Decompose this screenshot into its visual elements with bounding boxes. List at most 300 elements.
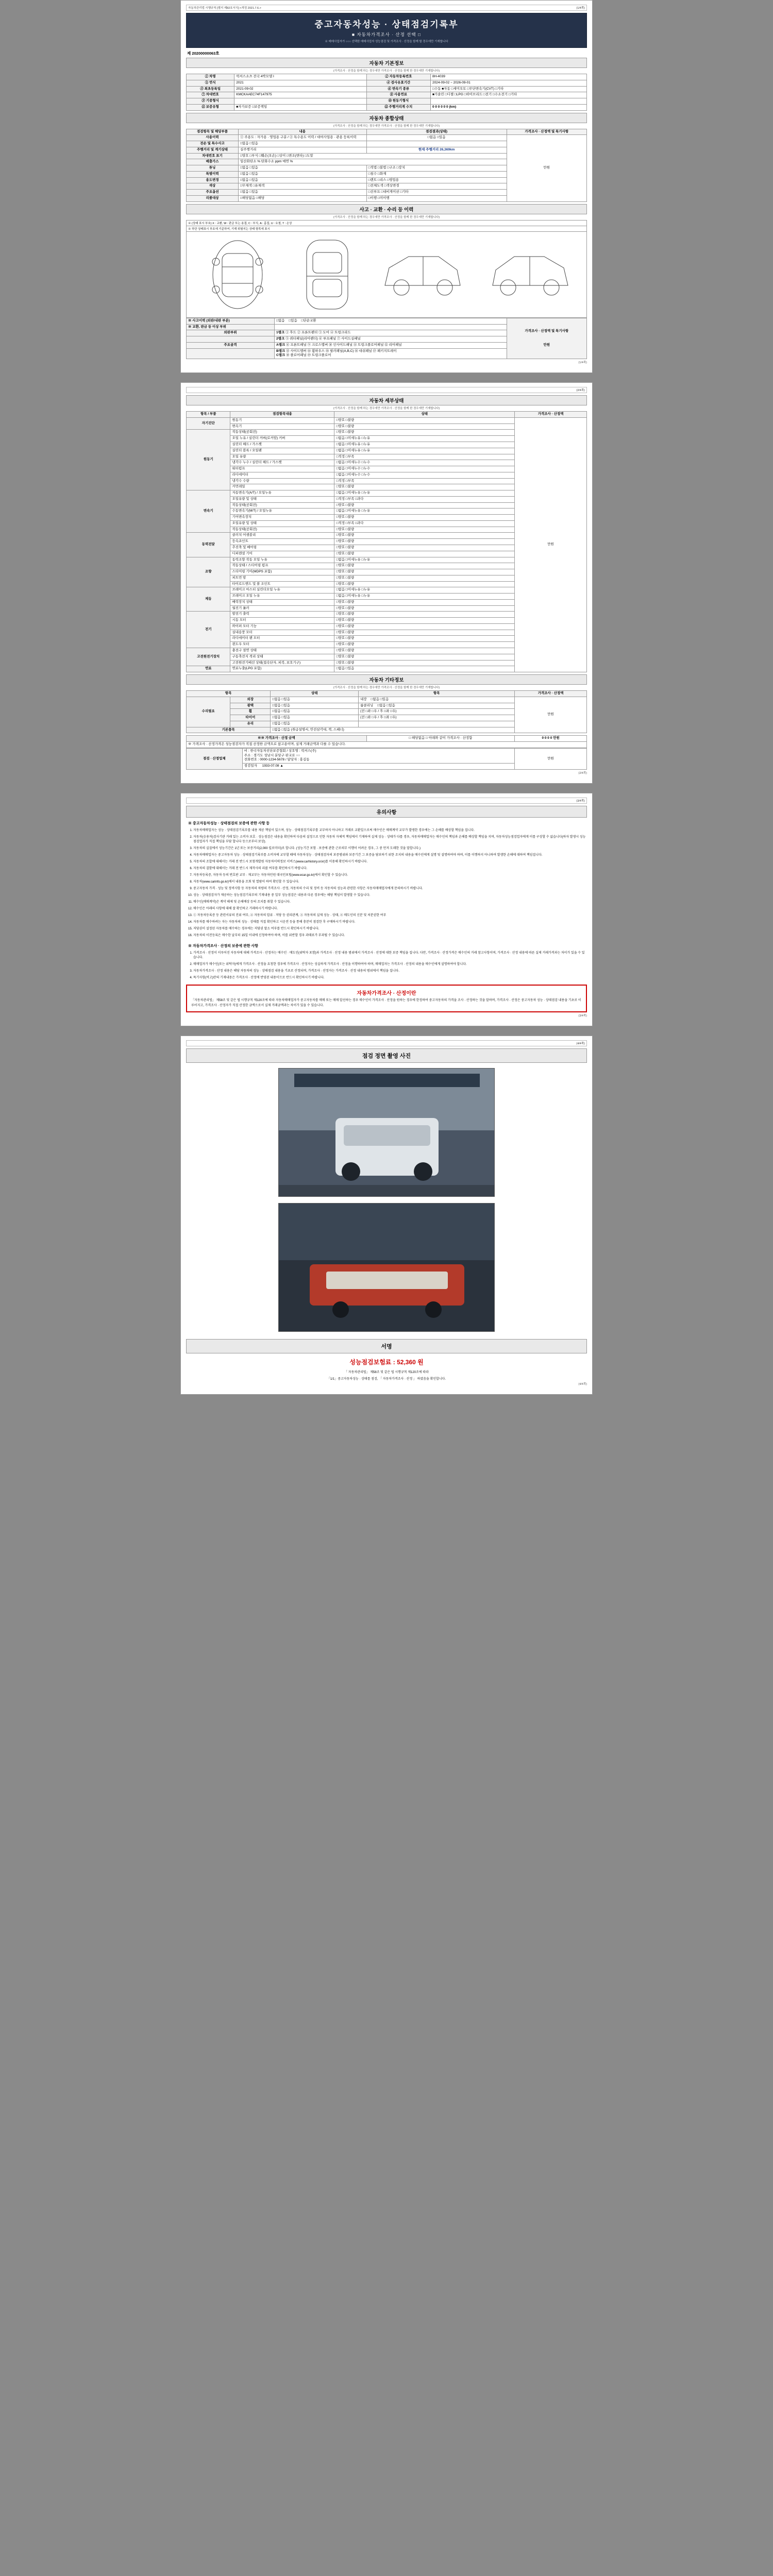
cell-label: ⑥ 변속기 종류 bbox=[366, 86, 430, 92]
row-content[interactable]: □없음 □있음 bbox=[239, 171, 367, 177]
detail-state-options[interactable]: □양호 □불량 bbox=[334, 515, 515, 521]
notice-item: 8. 자동차(www.carinfo.go.kr)에서 내용을 조회 및 열람이 하여 확인할 수 있습니다. bbox=[193, 880, 587, 885]
page-footer-3: (3/4쪽) bbox=[578, 1014, 587, 1018]
detail-item-label: 원동기 bbox=[230, 417, 334, 423]
detail-state-options[interactable]: □양호 □불량 bbox=[334, 545, 515, 551]
detail-item-label: 오일유량 및 상태 bbox=[230, 496, 334, 502]
table-row bbox=[187, 80, 587, 86]
detail-item-label: 변속기 bbox=[230, 423, 334, 430]
detail-item-label: 타이로드엔드 및 볼 조인트 bbox=[230, 581, 334, 587]
fee-sep: : bbox=[393, 1359, 397, 1366]
detail-item-label: 시동 모터 bbox=[230, 618, 334, 624]
cell-value: KMCKAAEC74F147975 bbox=[234, 92, 366, 98]
detail-item-label: 등속죠인트 bbox=[230, 539, 334, 545]
detail-item-label: 배력장치 상태 bbox=[230, 599, 334, 605]
detail-item-label: 실린더 헤드 / 가스켓 bbox=[230, 442, 334, 448]
cell-label: ② 자동차등록번호 bbox=[366, 74, 430, 80]
detail-state-options[interactable]: □양호 □불량 bbox=[334, 539, 515, 545]
detail-item-label: 오일 유량 bbox=[230, 454, 334, 460]
detail-state-options[interactable]: □양호 □불량 bbox=[334, 484, 515, 490]
parts-text-4: ⑱ 플로어패널 ⑲ 트렁크플로어 bbox=[286, 353, 331, 358]
inspection-date-value: 1933-07.08 ▲ bbox=[262, 764, 283, 768]
notice-title: 유의사항 bbox=[186, 806, 587, 818]
definition-box bbox=[186, 985, 587, 1012]
detail-state-options[interactable]: □양호 □불량 bbox=[334, 563, 515, 569]
inspector-price: 만원 bbox=[515, 748, 587, 769]
detail-item-label: 실린더 블록 / 오일팬 bbox=[230, 448, 334, 454]
accident-history-options-table bbox=[186, 318, 587, 359]
detail-state-options[interactable]: □없음 □미세누수 □누수 bbox=[334, 466, 515, 472]
col-head-price: 가격조사 · 산정액 bbox=[515, 412, 587, 418]
detail-state-options[interactable]: □양호 □불량 bbox=[334, 581, 515, 587]
document-subnote: ※ 매매사업자가 ○○○ 선택한 매매사업자 성능점검 및 가격조사 · 산정을 함께 할 경우에만 기재합니다 bbox=[325, 40, 448, 43]
detail-state-options[interactable]: □없음 □있음 bbox=[334, 666, 515, 672]
notice-item: 7. 자동차등록증, 자동차 등의 번호판 교부 · 재교부는 자동차민원 대국민포털(www.ecar.go.kr)에서 확인할 수 있습니다. bbox=[193, 873, 587, 878]
notice-item: 2. 자동차(승용차)검사기관 거래 있는 소비자 보호 · 성능점검은 내용을 확인하여 다음의 설정으로 인한 자동차 자체적 책임에서 기재하여 실제 성능 · 상태가 다를 경우, 자동차매매업자는 매수인의 책임과 손해를 배상할 책임을 지며, 자동차성능점검업자에게 이를 구상할 수 없습니다(하자 발생시 성능점검업자가 직접 책임을 부담 합니다 등으로부터 보상). bbox=[193, 835, 587, 844]
fee-label: 성능점검보험료 bbox=[349, 1359, 392, 1366]
state-cell[interactable]: □없음 □있음 bbox=[271, 715, 359, 721]
car-side-view-right-icon bbox=[486, 236, 574, 313]
detail-state-table bbox=[186, 411, 587, 672]
detail-group-label: 자기진단 bbox=[187, 417, 230, 430]
parts-rank-1: 2랭크 bbox=[276, 337, 285, 341]
parts-group-2: 주요골격 bbox=[187, 342, 275, 348]
detail-state-options[interactable]: □적정 □부족 □과다 bbox=[334, 520, 515, 527]
inspector-table bbox=[186, 748, 587, 770]
cell-value[interactable]: ■가솔린 □디젤 □LPG □하이브리드 □전기 □수소전기 □기타 bbox=[430, 92, 586, 98]
detail-item-label: 디퍼렌셜 기어 bbox=[230, 551, 334, 557]
cell-value: 8H-4039 bbox=[430, 74, 586, 80]
row-result[interactable]: □침수 □화재 bbox=[366, 171, 507, 177]
sub-label: 유리 bbox=[230, 721, 271, 727]
detail-state-options[interactable]: □양호 □불량 bbox=[334, 630, 515, 636]
page-footer-1: (1/4쪽) bbox=[578, 361, 587, 365]
detail-item-label: 동력조향 작동 오일 누유 bbox=[230, 557, 334, 563]
detail-item-label: 커먼레일 bbox=[230, 484, 334, 490]
row-result[interactable]: □렌트 □리스 □영업용 bbox=[366, 177, 507, 183]
detail-item-label: 작동상태(공회전) bbox=[230, 430, 334, 436]
detail-state-options[interactable]: □양호 □불량 bbox=[334, 654, 515, 660]
table-row bbox=[187, 135, 587, 141]
detail-item-label: 구동축전지 격리 상태 bbox=[230, 654, 334, 660]
section-basic-info-title: 자동차 기본정보 bbox=[186, 58, 587, 68]
parts-group-1 bbox=[187, 336, 275, 343]
cell-value: ■자가보증 □보증책임 bbox=[234, 104, 366, 110]
detail-group-label: 변속기 bbox=[187, 490, 230, 533]
parts-rank-2: A랭크 bbox=[276, 343, 285, 347]
detail-state-options[interactable]: □양호 □불량 bbox=[334, 648, 515, 654]
section-accident-history-title: 사고 · 교환 · 수리 등 이력 bbox=[186, 204, 587, 214]
detail-state-options[interactable]: □양호 □불량 bbox=[334, 612, 515, 618]
parts-group-3 bbox=[187, 348, 275, 359]
detail-item-label: 오일 누유 / 실린더 커버(로커암) 커버 bbox=[230, 436, 334, 442]
section-basic-info-note: (가격조사 · 산정을 함께 하는 경우에만 가격조사 · 산정을 함께 한 경우에만 기재합니다) bbox=[333, 70, 440, 73]
signature-title: 서명 bbox=[186, 1339, 587, 1353]
detail-item-label: 작동상태(공회전) bbox=[230, 502, 334, 509]
photo-rear-content-icon bbox=[279, 1204, 495, 1332]
detail-state-options[interactable]: □양호 □불량 bbox=[334, 569, 515, 575]
table-row bbox=[187, 417, 587, 423]
detail-item-label: 와이퍼 모터 기능 bbox=[230, 623, 334, 630]
notice-item: 13. ① 자동차등록증 등 관련서류의 진위 여부, ② 자동차의 압류 · 저당 등 권리관계, ③ 자동차의 실제 성능 · 상태, ④ 매도인의 신분 및 처분권한 여부 bbox=[193, 913, 587, 918]
row-content[interactable]: □무채색 □유채색 bbox=[239, 183, 367, 190]
state-cell[interactable]: □없음 □있음 bbox=[271, 709, 359, 715]
section-detail-state-note: (가격조사 · 산정을 함께 하는 경우에만 가격조사 · 산정을 함께 한 경우에만 기재합니다) bbox=[333, 407, 440, 411]
page-number-4: (4/4쪽) bbox=[576, 1042, 585, 1046]
detail-group-label: 제동 bbox=[187, 587, 230, 612]
state-cell-2[interactable] bbox=[359, 697, 515, 703]
cell-value: 2024-09-02 ~ 2026-09-01 bbox=[430, 80, 586, 86]
detail-state-options[interactable]: □양호 □불량 bbox=[334, 430, 515, 436]
col-head-result: 점검결과(상태) bbox=[366, 129, 507, 135]
detail-item-label: 월진기 롤러 bbox=[230, 605, 334, 612]
detail-item-label: 브레이크 오일 누유 bbox=[230, 594, 334, 600]
table-row bbox=[187, 736, 587, 742]
detail-state-options[interactable]: □적정 □부족 bbox=[334, 454, 515, 460]
cell-label: ④ 검사유효기간 bbox=[366, 80, 430, 86]
parts-text-2: ⑧ 프론트패널 ⑨ 크로스멤버 ⑩ 인사이드패널 ⑪ 트렁크플로어패널 ⑫ 리어패널 bbox=[286, 343, 402, 347]
detail-item-label: 추진축 및 베어링 bbox=[230, 545, 334, 551]
total-options[interactable]: □ 해당없음 □ 아래와 같이 가격조사 · 산정함 bbox=[366, 736, 514, 742]
inner-label: 룸클리닝 bbox=[360, 703, 374, 707]
basic-info-table bbox=[186, 74, 587, 111]
sub-label: 외장 bbox=[230, 697, 271, 703]
price-notice-head: ※ 자동차가격조사 · 산정의 보증에 관한 사항 bbox=[188, 944, 258, 948]
section-other-info-title: 자동차 기타정보 bbox=[186, 674, 587, 685]
photo-front-content-icon bbox=[279, 1069, 495, 1197]
inner-state[interactable]: □없음 □있음 bbox=[377, 703, 395, 707]
detail-state-options[interactable]: □양호 □불량 bbox=[334, 618, 515, 624]
detail-item-label: 작동상태 / 스티어링 펌프 bbox=[230, 563, 334, 569]
photos-title: 점검 정면 촬영 사진 bbox=[186, 1048, 587, 1063]
row-label: 주요옵션 bbox=[187, 190, 239, 196]
detail-state-options[interactable]: □양호 □불량 bbox=[334, 642, 515, 648]
page3-header-note bbox=[186, 798, 587, 804]
detail-state-options[interactable]: □양호 □불량 bbox=[334, 623, 515, 630]
inspector-label: 점검 · 산정업체 bbox=[187, 748, 243, 769]
notice-item: 16. 자동차의 이전등록은 매수한 날부터 15일 이내에 신청하여야 하며, 이를 위반할 경우 과태료가 부과될 수 있습니다. bbox=[193, 934, 587, 938]
detail-state-options[interactable]: □양호 □불량 bbox=[334, 599, 515, 605]
legend-line-2: ※ 하단 상태표시 부호에 기준하여, 기재 위험지는 상태 항목에 표시 bbox=[186, 226, 587, 232]
detail-item-label: 자동변속기(A/T) / 오일누유 bbox=[230, 490, 334, 497]
detail-state-options[interactable]: □적정 □부족 □과다 bbox=[334, 496, 515, 502]
detail-group-label: 원동기 bbox=[187, 430, 230, 490]
price-notice-item: 3. 자동차가격조사 · 산정 내용은 해당 자동차의 성능 · 상태점검 내용을 기초로 산정되며, 가격조사 · 산정자는 가격조사 · 산정 내용의 범위에서 책임을 집니다. bbox=[193, 969, 587, 974]
other-info-table bbox=[186, 690, 587, 733]
detail-item-label: 실내송풍 모터 bbox=[230, 630, 334, 636]
state-cell-2[interactable] bbox=[359, 703, 515, 709]
col-head-price: 가격조사 · 산정액 및 특기사항 bbox=[507, 129, 586, 135]
row-label: 배출가스 bbox=[187, 159, 239, 165]
row-label: 색상 bbox=[187, 183, 239, 190]
row-content[interactable]: □없음 □있음 bbox=[239, 177, 367, 183]
cell-label: ⑫ 주행거리계 수치 bbox=[366, 104, 430, 110]
detail-item-label: 냉각수 누수 / 실린더 헤드 / 가스켓 bbox=[230, 460, 334, 466]
cell-label: ③ 연식 bbox=[187, 80, 234, 86]
definition-body: 「자동차관리법」 제58조 및 같은 법 시행규칙 제120조에 따라 자동차매매업자가 중고자동차를 매매 또는 매매 알선하는 경우 매수인이 가격조사 · 산정을 원하는 경우에 한정하여 중고자동차의 가격을 조사 · 산정하는 것을 말하며, 가격조사 · 산정은 중고자동차 성능 · 상태점검 내용을 기초로 이루어지고, 가격조사 · 산정자가 직접 산정한 금액으로서 실제 거래금액과는 차이가 있을 수 있습니다. bbox=[191, 999, 581, 1007]
price-notice-item: 1. 가격조사 · 산정이 이루어진 자동차에 대해 가격조사 · 산정자는 매수인 · 매도인(위탁자 포함)과 가격조사 · 산정 내용 범위에서 가격조사 · 산정에 대한 보증 책임을 집니다. 다만, 가격조사 · 산정가격은 매수인의 거래 참고사항이며, 가격조사 · 산정 내용에 따른 실제 거래가격과는 차이가 있을 수 있습니다. bbox=[193, 951, 587, 960]
detail-state-options[interactable]: □없음 □미세누유 □누유 bbox=[334, 557, 515, 563]
col-head-item: 점검항목내용 bbox=[230, 412, 334, 418]
parts-head-empty bbox=[274, 324, 507, 330]
inspector-line-3: 전화번호 : 0000-1234-5678 / 담당자 : 홍길동 bbox=[244, 758, 310, 762]
price-total-table bbox=[186, 735, 587, 748]
price-notice-item: 4. 특기사항(비고)란의 기재내용은 가격조사 · 산정에 반영된 내용이므로 반드시 확인하시기 바랍니다. bbox=[193, 976, 587, 980]
cell-label: ⑤ 최초등록일 bbox=[187, 86, 234, 92]
inspector-line-1: 비 : 한국자동차진단보증협회 / 상호명 : 럭셔스(주) bbox=[244, 749, 316, 753]
row-label: 특별이력 bbox=[187, 171, 239, 177]
row-result[interactable]: □이행 □미이행 bbox=[366, 196, 507, 202]
row-content[interactable]: 일산화탄소 % 탄화수소 ppm 매연 % bbox=[239, 159, 507, 165]
detail-state-options[interactable]: □없음 □미세누유 □누유 bbox=[334, 436, 515, 442]
page-3 bbox=[180, 793, 593, 1026]
detail-item-label: 워터펌프 bbox=[230, 466, 334, 472]
detail-state-options[interactable]: □없음 □미세누유 □누유 bbox=[334, 509, 515, 515]
cell-label: ⑪ 보증유형 bbox=[187, 104, 234, 110]
cell-value[interactable]: □수동 ■자동 □세미오토 □무단변속기(CVT) □기타 bbox=[430, 86, 586, 92]
section-other-info-note: (가격조사 · 산정을 함께 하는 경우에만 가격조사 · 산정을 함께 한 경우에만 기재합니다) bbox=[333, 686, 440, 690]
inner-state[interactable]: □없음 □있음 bbox=[371, 697, 389, 701]
row-result[interactable] bbox=[366, 141, 507, 147]
page-number-1: (1/4쪽) bbox=[576, 7, 585, 10]
detail-item-label: 라디에이터 bbox=[230, 472, 334, 478]
cell-value: 2021-09-02 bbox=[234, 86, 366, 92]
inspection-photo-front[interactable] bbox=[278, 1068, 495, 1197]
parts-text-1: ⑤ 쿼터패널(리어펜더) ⑥ 루프패널 ⑦ 사이드실패널 bbox=[285, 337, 361, 341]
parts-text-3: ⑬ 사이드멤버 ⑭ 휠하우스 ⑮ 필러패널(A,B,C) ⑯ 대쉬패널 ⑰ 패키지트레이 bbox=[286, 349, 397, 353]
cell-label: ⑨ 기종형식 bbox=[187, 98, 234, 105]
row-content[interactable]: □해당없음 □해당 bbox=[239, 196, 367, 202]
state-cell-2 bbox=[359, 721, 515, 727]
accident-opt-simple[interactable]: □단순교환 bbox=[301, 318, 316, 323]
col-head-state: 상태 bbox=[334, 412, 515, 418]
row-content[interactable]: □없음 □있음 bbox=[239, 141, 367, 147]
parts-row-2[interactable] bbox=[274, 342, 507, 348]
car-side-view-left-icon bbox=[379, 236, 466, 313]
detail-item-label: 충전구 절연 상태 bbox=[230, 648, 334, 654]
notice-item: 5. 자동차의 조합에 대해서는 거래 전 반드시 보험개발원 자동차이력정보 서비스(www.carhistory.or.kr)를 이용해 확인하시기 바랍니다. bbox=[193, 860, 587, 865]
cell-label: ⑩ 원동기형식 bbox=[366, 98, 430, 105]
repair-needed-label: 수리필요 bbox=[187, 697, 230, 727]
row-content[interactable]: □양호 □부식 □훼손(오손) □상이 □변조(변타) □도말 bbox=[239, 153, 507, 159]
document-subtitle: ■ 자동차가격조사 · 산정 선택 □ bbox=[351, 32, 422, 37]
page-title: 중고자동차성능 · 상태점검기록부 bbox=[314, 20, 459, 29]
col-head-item: 항목 bbox=[187, 691, 271, 697]
page-4 bbox=[180, 1036, 593, 1395]
document-number: 제 20200000063호 bbox=[187, 51, 220, 56]
notice-list bbox=[186, 828, 587, 938]
inspection-photo-rear[interactable] bbox=[278, 1203, 495, 1332]
detail-state-options[interactable]: □없음 □미세누유 □누유 bbox=[334, 587, 515, 594]
definition-title: 자동차가격조사 · 산정이란 bbox=[357, 991, 416, 997]
page2-header-note bbox=[186, 387, 587, 393]
inspection-date-row bbox=[242, 764, 514, 770]
parts-row-3[interactable] bbox=[274, 348, 507, 359]
detail-state-options[interactable]: □없음 □미세누유 □누유 bbox=[334, 442, 515, 448]
state-cell-2[interactable]: (전 □좌 □우 / 후 □좌 □우) bbox=[359, 715, 515, 721]
notice-item: 4. 자동차매매업자는 중고자동차 성능 · 상태점검기록부를 소비자에 교부할 때에 자동차성능 · 상태점검자의 보증범위와 보증기간 그 보증을 담보하기 위한 조치의 내용을 매수인에게 설명 및 설명하여야 하며, 이를 이행하지 아니하여 발생한 손해에 대하여 책임집니다. bbox=[193, 853, 587, 858]
price-notice-list bbox=[186, 951, 587, 980]
car-damage-diagram[interactable] bbox=[186, 232, 587, 318]
total-note: ※ 가격조사 · 산정가격은 성능점검자가 직접 산정한 금액으로 참고용이며, 실제 거래금액과 다를 수 있습니다. bbox=[187, 742, 587, 748]
price-notice-item: 2. 매매업자가 매수인(또는 위탁자)에게 가격조사 · 산정을 요청한 경우에 가격조사 · 산정자는 성실하게 가격조사 · 산정을 이행하여야 하며, 매매업자는 가격조사 · 산정의 내용을 매수인에게 설명하여야 합니다. bbox=[193, 962, 587, 967]
page-1 bbox=[180, 0, 593, 373]
row-label: 사용이력 bbox=[187, 135, 239, 141]
basic-items-label: 기본품목 bbox=[187, 727, 271, 733]
cell-value: 럭셔스소츠 전국 4박모델 I bbox=[234, 74, 366, 80]
parts-rank-0: 1랭크 bbox=[276, 331, 285, 335]
state-cell[interactable]: □없음 □있음 bbox=[271, 703, 359, 709]
detail-state-options[interactable]: □양호 □불량 bbox=[334, 527, 515, 533]
detail-group-label: 고전원전기장치 bbox=[187, 648, 230, 666]
detail-state-options[interactable]: □양호 □불량 bbox=[334, 417, 515, 423]
page-footer-2: (2/4쪽) bbox=[578, 772, 587, 775]
fee-note-2: 「1/1」중고자동차성능 · 상태를 점검, 「 자동차가격조사 · 산정 」 하였음을 확인합니다. bbox=[327, 1378, 446, 1381]
detail-item-label: 브레이크 마스터 실린더오일 누유 bbox=[230, 587, 334, 594]
col-head-item2: 항목 bbox=[359, 691, 515, 697]
detail-item-label: 오일유량 및 상태 bbox=[230, 520, 334, 527]
table-row bbox=[187, 742, 587, 748]
row-result[interactable]: □적법 □불법 □구조 □장치 bbox=[366, 165, 507, 172]
page-footer-4: (4/4쪽) bbox=[578, 1383, 587, 1386]
inspector-line-2: 주소 : 경기도 성남시 분당구 판교로 ○○ bbox=[244, 753, 300, 757]
cell-value: 2021 bbox=[234, 80, 366, 86]
detail-group-label: 연료 bbox=[187, 666, 230, 672]
table-row bbox=[187, 318, 587, 324]
accident-price-value: 만원 bbox=[543, 343, 550, 347]
parts-title: ※ 교환, 판금 등 이상 부위 bbox=[187, 324, 275, 330]
car-top-view-icon bbox=[296, 236, 358, 313]
cell-value-odometer: 0 0 0 0 0 0 (km) bbox=[430, 104, 586, 110]
state-cell-2[interactable]: (전 □좌 □우 / 후 □좌 □우) bbox=[359, 709, 515, 715]
detail-state-options[interactable]: □양호 □불량 bbox=[334, 533, 515, 539]
section-accident-history-note: (가격조사 · 산정을 함께 하는 경우에만 가격조사 · 산정을 함께 한 경우에만 기재합니다) bbox=[333, 215, 440, 219]
sub-label: 휠 bbox=[230, 709, 271, 715]
cell-label: ① 차명 bbox=[187, 74, 234, 80]
accident-history-options[interactable] bbox=[274, 318, 507, 324]
accident-price-cell bbox=[507, 318, 586, 359]
detail-price-cell: 만원 bbox=[515, 417, 587, 672]
legend-line-1: ※ (상태 표시 부호) X : 교환, W : 판금 또는 용접, C : 부식, A : 흠집, U : 요철, T : 손상 bbox=[186, 220, 587, 226]
notice-item: 10. 성능 · 상태점검자가 제공하는 성능점검기록부의 기재내용 중 일부 성능점검은 내용과 다른 경우에는 해당 책임이 발생할 수 있습니다. bbox=[193, 893, 587, 898]
state-cell[interactable]: □없음 □있음 bbox=[271, 697, 359, 703]
row-label: 차대번호 표기 bbox=[187, 153, 239, 159]
basic-items-state[interactable]: □없음 □있음 (취급설명서, 안전삼각대, 잭, 스패너) bbox=[271, 727, 515, 733]
total-amount: 0 0 0 0 만원 bbox=[515, 736, 587, 742]
col-head-content: 내용 bbox=[239, 129, 367, 135]
row-result[interactable]: □선루프 □내비게이션 □기타 bbox=[366, 190, 507, 196]
col-head-group: 항목 / 부품 bbox=[187, 412, 230, 418]
detail-state-options[interactable]: □없음 □미세누유 □누유 bbox=[334, 594, 515, 600]
inspector-info bbox=[242, 748, 514, 763]
notice-item: 1. 자동차매매업자는 성능 · 상태점검기록부를 내용 제공 책임이 있으며, 성능 · 상태점검기록부를 교부하지 아니하고 거래로 교환일으로써 매수인은 매매계약 교부가 발생한 경우에는 그 손해를 배상할 책임을 집니다. bbox=[193, 828, 587, 833]
row-content: 실주행거리 bbox=[239, 147, 367, 153]
form-header-note bbox=[186, 5, 587, 11]
table-row bbox=[187, 104, 587, 110]
parts-row-1[interactable] bbox=[274, 336, 507, 343]
detail-state-options[interactable]: □없음 □미세누유 □누유 bbox=[334, 448, 515, 454]
notice-head: ※ 중고자동차성능 · 상태점검의 보증에 관한 사항 등 bbox=[188, 822, 270, 826]
detail-state-options[interactable]: □없음 □미세누수 □누수 bbox=[334, 460, 515, 466]
total-title: ※※ 가격조사 · 산정 금액 bbox=[187, 736, 367, 742]
page4-header-note bbox=[186, 1040, 587, 1046]
fee-note-1: 「 자동차관리법」 제58조 및 같은 법 시행규칙 제120조에 따라 bbox=[344, 1371, 429, 1375]
col-head-item: 점검항목 및 해당부품 bbox=[187, 129, 239, 135]
detail-item-label: 클러치 어셈블리 bbox=[230, 533, 334, 539]
row-label: 전손 및 특수사고 bbox=[187, 141, 239, 147]
cell-value bbox=[234, 98, 366, 105]
detail-item-label: 라디에이터 팬 모터 bbox=[230, 636, 334, 642]
detail-item-label: 연료누출(LPG 포함) bbox=[230, 666, 334, 672]
cell-label: ⑦ 차대번호 bbox=[187, 92, 234, 98]
notice-item: 6. 자동차의 결함에 대해서는 거래 전 반드시 제작사의 리콜 여부를 확인하시기 바랍니다. bbox=[193, 867, 587, 871]
detail-group-label: 전기 bbox=[187, 612, 230, 648]
page-2 bbox=[180, 382, 593, 784]
detail-item-label: 기어변속장치 bbox=[230, 515, 334, 521]
table-header-row bbox=[187, 129, 587, 135]
accident-price-label: 가격조사 · 산정액 및 특기사항 bbox=[525, 329, 569, 333]
state-cell[interactable]: □없음 □있음 bbox=[271, 721, 359, 727]
detail-state-options[interactable]: □양호 □불량 bbox=[334, 575, 515, 581]
notice-item: 12. 매수인은 아래의 사항에 대해 잘 확인하고 거래하시기 바랍니다. bbox=[193, 907, 587, 911]
detail-group-label: 조향 bbox=[187, 557, 230, 587]
row-label: 용도변경 bbox=[187, 177, 239, 183]
document-title-band bbox=[186, 13, 587, 48]
inner-label: 내장 bbox=[360, 697, 367, 701]
row-content: ① 주용도 : 자가용 · 영업용 구분 / ② 특수용도 이력 / 대여사업용 · 관용 등록이력 bbox=[239, 135, 367, 141]
sub-label: 광택 bbox=[230, 703, 271, 709]
detail-state-options[interactable]: □양호 □불량 bbox=[334, 502, 515, 509]
row-result[interactable]: □전체도색 □색상변경 bbox=[366, 183, 507, 190]
col-head-state: 상태 bbox=[271, 691, 359, 697]
accident-opt-yes[interactable]: □있음 bbox=[289, 318, 297, 323]
page-number-2: (2/4쪽) bbox=[576, 389, 585, 393]
detail-state-options[interactable]: □없음 □미세누수 □누수 bbox=[334, 472, 515, 478]
parts-rank-3: B랭크 bbox=[276, 349, 285, 353]
row-label: 리콜대상 bbox=[187, 196, 239, 202]
detail-state-options[interactable]: □양호 □불량 bbox=[334, 605, 515, 612]
car-front-view-icon bbox=[199, 236, 276, 313]
detail-item-label: 고전원전기배선 상태(접속단자, 피복, 보호기구) bbox=[230, 660, 334, 666]
notice-item: 15. 저당권이 설정된 자동차를 매수하는 경우에는 저당권 말소 여부를 반드시 확인하시기 바랍니다. bbox=[193, 927, 587, 931]
accident-opt-none[interactable]: □없음 bbox=[276, 318, 285, 323]
fee-value: 52,360 원 bbox=[397, 1359, 424, 1366]
detail-state-options[interactable]: □양호 □불량 bbox=[334, 660, 515, 666]
form-legal-ref: 자동차관리법 시행규칙 [별지 제82호서식] <개정 2021.7.6.> bbox=[188, 7, 261, 10]
notice-item: 11. 매수인(매매계약)은 계약 해제 및 손해배상 등의 조치를 취할 수 있습니다. bbox=[193, 900, 587, 905]
detail-state-options[interactable]: □없음 □미세누유 □누유 bbox=[334, 490, 515, 497]
detail-state-options[interactable]: □적정 □부족 bbox=[334, 478, 515, 484]
accident-history-label: ※ 사고이력 (외판/내판 부분) bbox=[187, 318, 275, 324]
row-result[interactable]: □없음 □있음 bbox=[366, 135, 507, 141]
table-row bbox=[187, 86, 587, 92]
parts-row-0[interactable] bbox=[274, 330, 507, 336]
table-header-row bbox=[187, 691, 587, 697]
cell-label: ⑧ 사용연료 bbox=[366, 92, 430, 98]
row-content[interactable]: □없음 □있음 bbox=[239, 165, 367, 172]
section-overall-state-note: (가격조사 · 산정을 함께 하는 경우에만 가격조사 · 산정을 함께 한 경우에만 기재합니다) bbox=[333, 124, 440, 128]
parts-rank-4: C랭크 bbox=[276, 353, 285, 358]
section-detail-state-title: 자동차 세부상태 bbox=[186, 395, 587, 405]
parts-group-0: 외판부위 bbox=[187, 330, 275, 336]
detail-state-options[interactable]: □양호 □불량 bbox=[334, 551, 515, 557]
detail-state-options[interactable]: □양호 □불량 bbox=[334, 423, 515, 430]
row-label: 주행거리 및 계기상태 bbox=[187, 147, 239, 153]
detail-state-options[interactable]: □양호 □불량 bbox=[334, 636, 515, 642]
notice-item: 9. 중고자동차 가격 · 성능 및 정비사항 등 자동차의 차량의 가격조사 · 산정, 자동차의 수리 및 정비 등 자동차의 성능과 관련한 사항은 자동차매매업자에게 문의하시기 바랍니다. bbox=[193, 887, 587, 891]
parts-text-0: ① 후드 ② 프론트펜더 ③ 도어 ④ 트렁크리드 bbox=[285, 331, 351, 335]
row-content[interactable]: □없음 □있음 bbox=[239, 190, 367, 196]
